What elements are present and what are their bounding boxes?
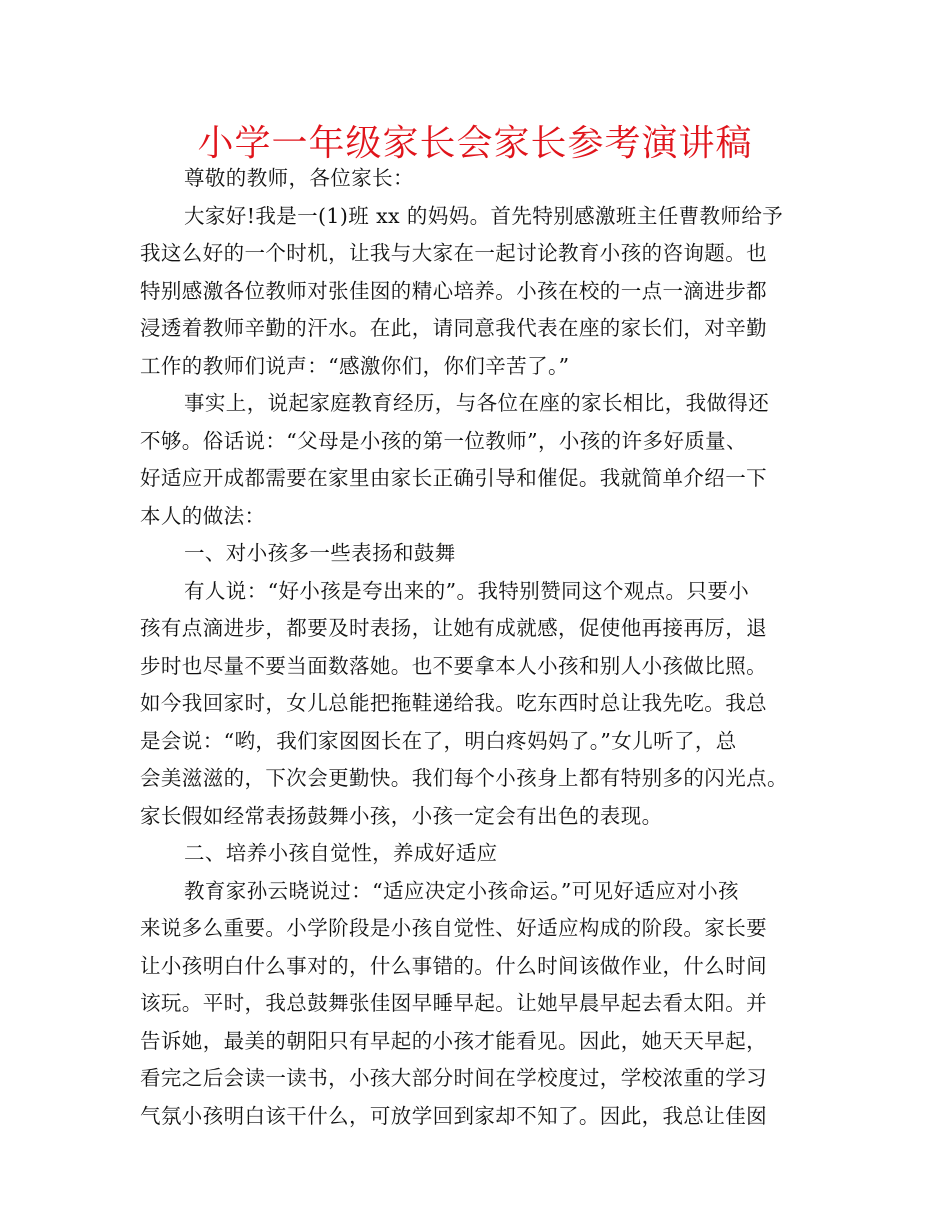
- text-line: 我这么好的一个时机，让我与大家在一起讨论教育小孩的咨询题。也: [140, 241, 767, 265]
- text-line: 看完之后会读一读书，小孩大部分时间在学校度过，学校浓重的学习: [140, 1066, 767, 1090]
- text-line: 步时也尽量不要当面数落她。也不要拿本人小孩和别人小孩做比照。: [140, 653, 767, 678]
- text-line: 尊敬的教师，各位家长：: [184, 166, 414, 190]
- document-title: 小学一年级家长会家长参考演讲稿: [197, 123, 753, 164]
- text-line: 工作的教师们说声：“感激你们，你们辛苦了。”: [140, 353, 570, 378]
- text-line: 会美滋滋的，下次会更勤快。我们每个小孩身上都有特别多的闪光点。: [140, 766, 788, 790]
- text-line: 该玩。平时，我总鼓舞张佳囡早睡早起。让她早晨早起去看太阳。并: [140, 991, 767, 1015]
- text-line: 气氛小孩明白该干什么，可放学回到家却不知了。因此，我总让佳囡: [140, 1103, 767, 1128]
- text-line: 孩有点滴进步，都要及时表扬，让她有成就感，促使他再接再厉，退: [140, 616, 767, 640]
- text-line: 二、培养小孩自觉性，养成好适应: [184, 841, 498, 865]
- text-line: 特别感激各位教师对张佳囡的精心培养。小孩在校的一点一滴进步都: [140, 278, 767, 303]
- text-line: 本人的做法：: [140, 503, 266, 528]
- text-line: 家长假如经常表扬鼓舞小孩，小孩一定会有出色的表现。: [140, 803, 663, 828]
- text-line: 是会说：“哟，我们家囡囡长在了，明白疼妈妈了。”女儿听了，总: [140, 728, 737, 753]
- text-line: 事实上，说起家庭教育经历，与各位在座的家长相比，我做得还: [184, 391, 770, 415]
- document-body: [140, 160, 820, 1135]
- text-line: 大家好!我是一(1)班 xx 的妈妈。首先特别感激班主任曹教师给予: [184, 203, 784, 228]
- text-line: 教育家孙云晓说过：“适应决定小孩命运。”可见好适应对小孩: [184, 878, 739, 903]
- text-line: 有人说：“好小孩是夸出来的”。我特别赞同这个观点。只要小: [184, 578, 750, 603]
- text-line: 来说多么重要。小学阶段是小孩自觉性、好适应构成的阶段。家长要: [140, 916, 767, 940]
- text-line: 让小孩明白什么事对的，什么事错的。什么时间该做作业，什么时间: [140, 953, 767, 978]
- text-line: 告诉她，最美的朝阳只有早起的小孩才能看见。因此，她天天早起，: [140, 1028, 767, 1053]
- text-line: 一、对小孩多一些表扬和鼓舞: [184, 541, 456, 565]
- text-line: 浸透着教师辛勤的汗水。在此，请同意我代表在座的家长们，对辛勤: [140, 316, 767, 340]
- text-line: 如今我回家时，女儿总能把拖鞋递给我。吃东西时总让我先吃。我总: [140, 691, 767, 715]
- text-line: 不够。俗话说：“父母是小孩的第一位教师”，小孩的许多好质量、: [140, 428, 747, 453]
- text-line: 好适应开成都需要在家里由家长正确引导和催促。我就简单介绍一下: [140, 466, 767, 490]
